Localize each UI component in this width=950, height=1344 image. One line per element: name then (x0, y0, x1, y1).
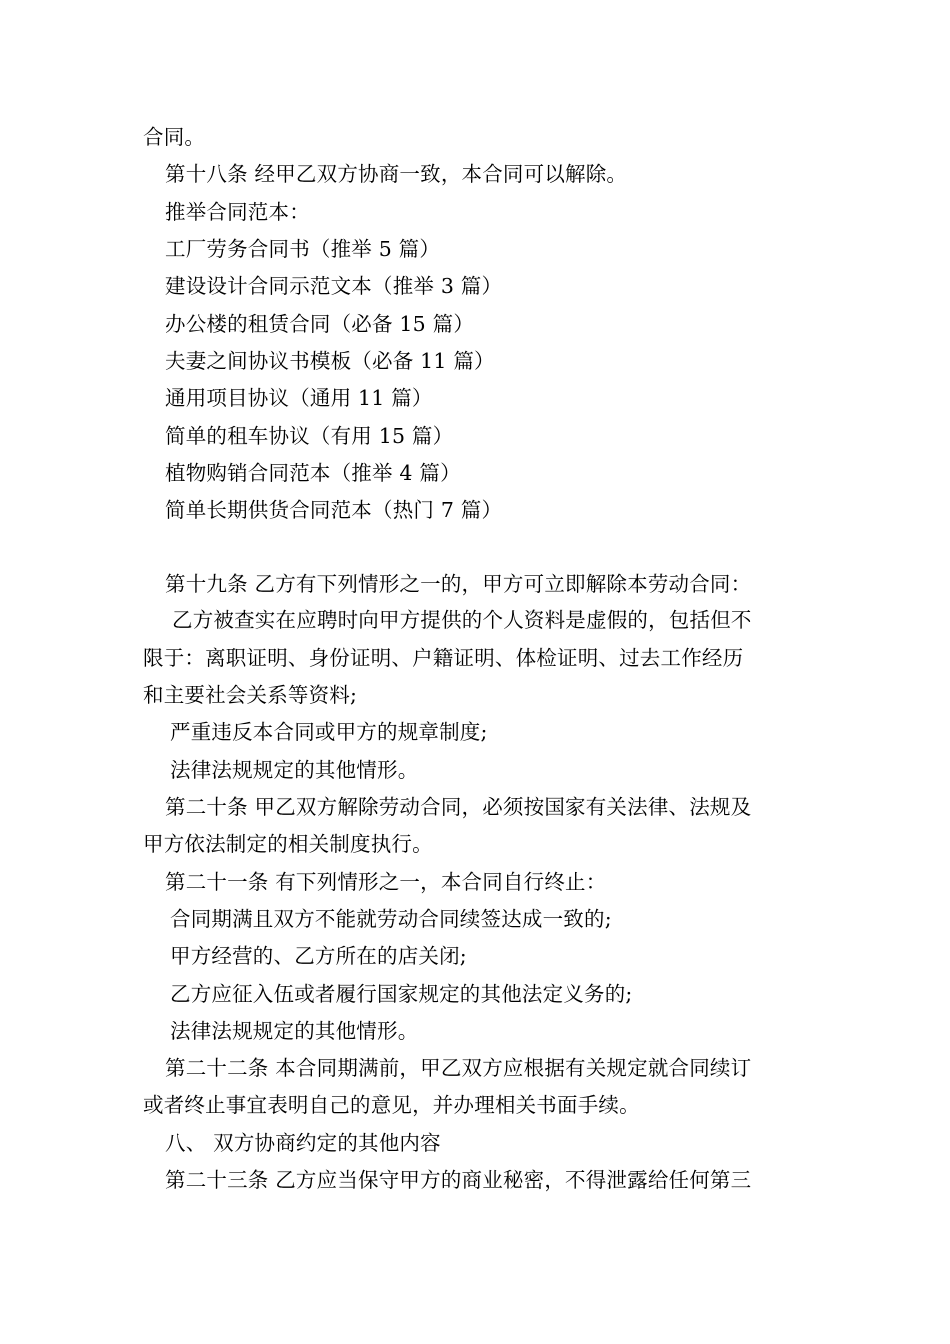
clause-23: 第二十三条 乙方应当保守甲方的商业秘密，不得泄露给任何第三 (165, 1168, 752, 1192)
clause-18: 第十八条 经甲乙双方协商一致，本合同可以解除。 (165, 162, 628, 186)
text-line: 甲方依法制定的相关制度执行。 (143, 832, 433, 856)
text-line: 甲方经营的、乙方所在的店关闭; (170, 944, 467, 968)
text-line: 乙方被查实在应聘时向甲方提供的个人资料是虚假的，包括但不 (172, 608, 752, 632)
text-line: 限于：离职证明、身份证明、户籍证明、体检证明、过去工作经历 (143, 646, 744, 670)
recommended-item: 简单长期供货合同范本（热门 7 篇） (165, 498, 503, 522)
clause-20: 第二十条 甲乙双方解除劳动合同，必须按国家有关法律、法规及 (165, 795, 752, 819)
clause-22: 第二十二条 本合同期满前，甲乙双方应根据有关规定就合同续订 (165, 1056, 752, 1080)
clause-21: 第二十一条 有下列情形之一，本合同自行终止： (165, 870, 607, 894)
text-line: 法律法规规定的其他情形。 (170, 1019, 419, 1043)
text-line: 乙方应征入伍或者履行国家规定的其他法定义务的; (170, 982, 633, 1006)
section-heading: 八、 双方协商约定的其他内容 (165, 1131, 441, 1155)
recommended-item: 夫妻之间协议书模板（必备 11 篇） (165, 349, 495, 373)
text-line: 严重违反本合同或甲方的规章制度; (170, 720, 488, 744)
recommended-item: 办公楼的租赁合同（必备 15 篇） (165, 312, 475, 336)
recommended-item: 简单的租车协议（有用 15 篇） (165, 424, 454, 448)
recommended-heading: 推举合同范本： (165, 200, 310, 224)
text-line: 和主要社会关系等资料; (143, 683, 358, 707)
recommended-item: 建设设计合同示范文本（推举 3 篇） (165, 274, 503, 298)
text-line: 合同期满且双方不能就劳动合同续签达成一致的; (170, 907, 612, 931)
recommended-item: 工厂劳务合同书（推举 5 篇） (165, 237, 441, 261)
text-line: 或者终止事宜表明自己的意见，并办理相关书面手续。 (143, 1093, 640, 1117)
recommended-item: 植物购销合同范本（推举 4 篇） (165, 461, 461, 485)
text-line: 合同。 (143, 125, 206, 149)
text-line: 法律法规规定的其他情形。 (170, 758, 419, 782)
clause-19: 第十九条 乙方有下列情形之一的，甲方可立即解除本劳动合同： (165, 572, 752, 596)
recommended-item: 通用项目协议（通用 11 篇） (165, 386, 433, 410)
